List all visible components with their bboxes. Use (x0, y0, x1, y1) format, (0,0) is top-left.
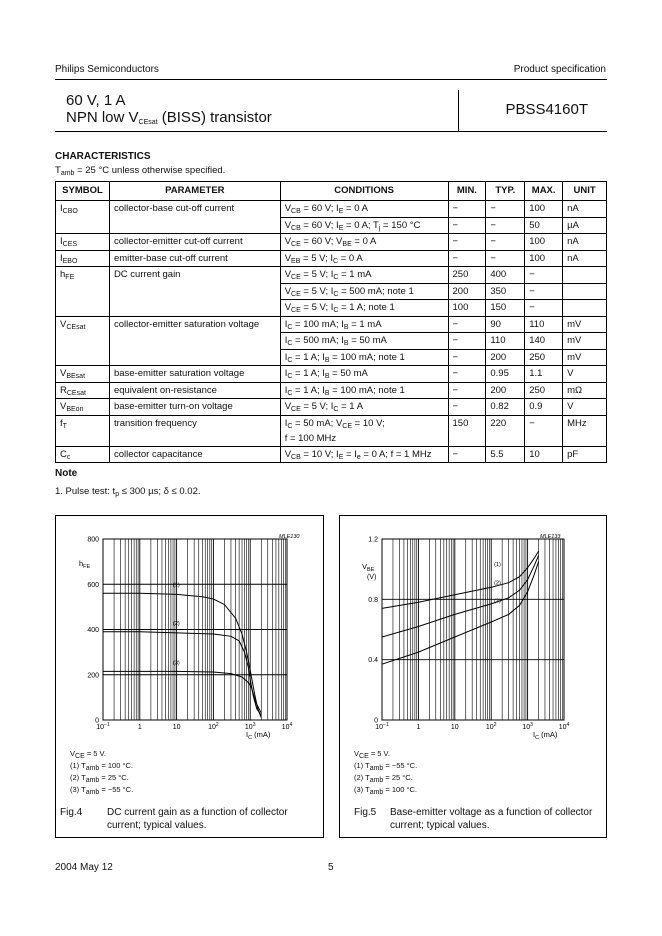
table-header-cell: CONDITIONS (280, 182, 448, 201)
parameter-cell: collector-emitter saturation voltage (109, 316, 280, 333)
typ-cell: − (486, 234, 525, 251)
fig4-y-tick-label: 600 (87, 581, 99, 589)
title-rule (55, 131, 607, 132)
fig4-xlabel: $I_C$ (mA) (246, 730, 271, 741)
min-cell: − (448, 366, 486, 383)
parameter-cell (109, 300, 280, 317)
table-row (56, 399, 607, 416)
table-row (56, 316, 607, 333)
conditions-cell: $V_{CB} = 10$ V; $I_E = I_e = 0$ A; f = 1 MHz (280, 446, 448, 463)
symbol-cell: $I_{CES}$ (56, 234, 110, 251)
unit-cell: µA (563, 217, 607, 234)
table-row (56, 366, 607, 383)
fig5-y-tick-label: 0.4 (368, 657, 378, 665)
fig5-series-label: (3) (494, 598, 501, 605)
min-cell: 100 (448, 300, 486, 317)
conditions-cell: $V_{CE} = 5$ V; $I_C = 1$ A (280, 399, 448, 416)
fig5-xlabel: $I_C$ (mA) (533, 730, 558, 741)
table-row (56, 415, 607, 446)
title-description: NPN low $V_{CEsat}$ (BISS) transistor (66, 109, 272, 126)
table-header-cell: PARAMETER (109, 182, 280, 201)
fig5-x-tick-label: 10 (450, 724, 459, 731)
symbol-cell: $V_{BEsat}$ (56, 366, 110, 383)
fig4-code: MLE130 (279, 534, 300, 540)
fig4-x-tick-label: $10^4$ (281, 722, 293, 731)
conditions-cell: $V_{CE} = 5$ V; $I_C = 1$ A; note 1 (280, 300, 448, 317)
section-conditions: $T_{amb} = 25$ °C unless otherwise specified. (55, 165, 226, 177)
fig4-x-tick-label: 1 (137, 724, 142, 731)
fig4-legend-item: $V_{CE} = 5$ V. (70, 749, 106, 760)
fig5-y-tick-label: 0 (374, 717, 378, 725)
unit-cell (563, 300, 607, 317)
parameter-cell: base-emitter saturation voltage (109, 366, 280, 383)
typ-cell: 150 (486, 300, 525, 317)
max-cell: 100 (525, 234, 563, 251)
parameter-cell: base-emitter turn-on voltage (109, 399, 280, 416)
fig4-ylabel: $h_{FE}$ (79, 559, 91, 570)
unit-cell: mV (563, 316, 607, 333)
title-rating: 60 V, 1 A (66, 92, 126, 109)
fig5-legend-item: (2) $T_{amb} = 25$ °C. (354, 773, 413, 784)
fig4-series-label: (1) (173, 582, 180, 589)
typ-cell: − (486, 250, 525, 267)
conditions-cell: $I_C = 50$ mA; $V_{CE} = 10$ V; f = 100 MHz (280, 415, 448, 446)
table-row (56, 300, 607, 317)
fig4-y-tick-label: 200 (87, 672, 99, 680)
table-row (56, 382, 607, 399)
header-rule (55, 79, 607, 80)
typ-cell: 5.5 (486, 446, 525, 463)
max-cell: 0.9 (525, 399, 563, 416)
conditions-cell: $V_{CB} = 60$ V; $I_E = 0$ A; $T_j = 150$ °C (280, 217, 448, 234)
table-row (56, 234, 607, 251)
table-header-cell: UNIT (563, 182, 607, 201)
max-cell: 1.1 (525, 366, 563, 383)
note-1: 1. Pulse test: $t_p \le 300$ µs; δ ≤ 0.02. (55, 486, 201, 498)
symbol-cell: $V_{CEsat}$ (56, 316, 110, 333)
table-header-cell: MAX. (525, 182, 563, 201)
max-cell: 140 (525, 333, 563, 350)
min-cell: 250 (448, 267, 486, 284)
max-cell: − (525, 267, 563, 284)
parameter-cell: emitter-base cut-off current (109, 250, 280, 267)
unit-cell: nA (563, 201, 607, 218)
min-cell: − (448, 446, 486, 463)
table-row (56, 446, 607, 463)
unit-cell: nA (563, 250, 607, 267)
fig5-legend-item: (1) $T_{amb} = -55$ °C. (354, 761, 418, 772)
typ-cell: 400 (486, 267, 525, 284)
min-cell: 150 (448, 415, 486, 446)
symbol-cell (56, 283, 110, 300)
parameter-cell: collector-base cut-off current (109, 201, 280, 218)
min-cell: − (448, 333, 486, 350)
min-cell: − (448, 250, 486, 267)
fig4-caption-no: Fig.4 (60, 807, 83, 818)
fig5-series-label: (2) (494, 580, 501, 587)
min-cell: − (448, 349, 486, 366)
unit-cell (563, 267, 607, 284)
parameter-cell (109, 217, 280, 234)
typ-cell: 200 (486, 382, 525, 399)
fig5-ylabel-unit: (V) (367, 574, 377, 581)
fig4-chart (56, 516, 323, 756)
fig5-series-label: (1) (494, 562, 501, 569)
symbol-cell (56, 300, 110, 317)
fig5-y-tick-label: 0.8 (368, 596, 378, 604)
table-body (56, 201, 607, 463)
table-header-cell: TYP. (486, 182, 525, 201)
conditions-cell: $V_{EB} = 5$ V; $I_C = 0$ A (280, 250, 448, 267)
min-cell: − (448, 382, 486, 399)
fig5-legend (354, 748, 417, 796)
typ-cell: 0.95 (486, 366, 525, 383)
typ-cell: − (486, 217, 525, 234)
max-cell: 100 (525, 250, 563, 267)
fig4-x-tick-label: $10^3$ (244, 722, 256, 731)
table-header-cell: MIN. (448, 182, 486, 201)
table-row (56, 333, 607, 350)
min-cell: − (448, 217, 486, 234)
table-row (56, 201, 607, 218)
fig5-chart (340, 516, 606, 756)
fig4-legend-item: (1) $T_{amb} = 100$ °C. (70, 761, 133, 772)
fig5-x-tick-label: 1 (416, 724, 421, 731)
unit-cell (563, 283, 607, 300)
parameter-cell: DC current gain (109, 267, 280, 284)
conditions-cell: $I_C = 100$ mA; $I_B = 1$ mA (280, 316, 448, 333)
typ-cell: − (486, 201, 525, 218)
title-separator (458, 90, 459, 131)
parameter-cell: equivalent on-resistance (109, 382, 280, 399)
characteristics-table (55, 181, 607, 463)
max-cell: 250 (525, 382, 563, 399)
part-number: PBSS4160T (505, 101, 588, 118)
conditions-cell: $V_{CE} = 5$ V; $I_C = 1$ mA (280, 267, 448, 284)
figure-4 (55, 515, 324, 838)
max-cell: − (525, 415, 563, 446)
max-cell: 100 (525, 201, 563, 218)
fig4-x-tick-label: $10^2$ (208, 722, 219, 731)
typ-cell: 200 (486, 349, 525, 366)
section-heading: CHARACTERISTICS (55, 151, 151, 162)
symbol-cell: $R_{CEsat}$ (56, 382, 110, 399)
max-cell: 250 (525, 349, 563, 366)
fig5-series-line (382, 556, 539, 637)
footer-date: 2004 May 12 (55, 862, 113, 873)
fig5-y-tick-label: 1.2 (368, 536, 378, 544)
symbol-cell: $V_{BEon}$ (56, 399, 110, 416)
symbol-cell (56, 349, 110, 366)
fig4-x-tick-label: 10 (172, 724, 181, 731)
symbol-cell: $h_{FE}$ (56, 267, 110, 284)
max-cell: 10 (525, 446, 563, 463)
fig4-y-tick-label: 400 (87, 627, 99, 634)
conditions-cell: $I_C = 1$ A; $I_B = 100$ mA; note 1 (280, 349, 448, 366)
conditions-cell: $V_{CE} = 5$ V; $I_C = 500$ mA; note 1 (280, 283, 448, 300)
table-row (56, 217, 607, 234)
fig4-caption-text: DC current gain as a function of collector current; typical values. (107, 807, 288, 831)
fig5-code: MLE133 (540, 534, 561, 540)
table-header-cell: SYMBOL (56, 182, 110, 201)
symbol-cell: $I_{CBO}$ (56, 201, 110, 218)
unit-cell: pF (563, 446, 607, 463)
unit-cell: MHz (563, 415, 607, 446)
unit-cell: V (563, 366, 607, 383)
unit-cell: mV (563, 349, 607, 366)
typ-cell: 220 (486, 415, 525, 446)
conditions-cell: $V_{CE} = 60$ V; $V_{BE} = 0$ A (280, 234, 448, 251)
fig4-series-label: (3) (173, 660, 180, 667)
typ-cell: 90 (486, 316, 525, 333)
parameter-cell: collector capacitance (109, 446, 280, 463)
fig5-legend-item: (3) $T_{amb} = 100$ °C. (354, 785, 417, 796)
typ-cell: 0.82 (486, 399, 525, 416)
table-header-row (56, 182, 607, 201)
min-cell: − (448, 316, 486, 333)
fig5-x-tick-label: $10^3$ (522, 722, 533, 731)
fig5-ylabel: $V_{BE}$ (362, 562, 375, 573)
parameter-cell: transition frequency (109, 415, 280, 446)
min-cell: − (448, 399, 486, 416)
symbol-cell (56, 217, 110, 234)
symbol-cell: $f_T$ (56, 415, 110, 446)
table-row (56, 267, 607, 284)
table-row (56, 283, 607, 300)
unit-cell: V (563, 399, 607, 416)
header-company: Philips Semiconductors (55, 64, 159, 75)
min-cell: − (448, 201, 486, 218)
unit-cell: mV (563, 333, 607, 350)
conditions-cell: $I_C = 1$ A; $I_B = 100$ mA; note 1 (280, 382, 448, 399)
max-cell: 50 (525, 217, 563, 234)
fig4-y-tick-label: 0 (95, 717, 99, 725)
min-cell: 200 (448, 283, 486, 300)
fig4-series-label: (2) (173, 620, 180, 627)
table-row (56, 250, 607, 267)
fig5-caption-text: Base-emitter voltage as a function of collector current; typical values. (390, 807, 593, 831)
unit-cell: mΩ (563, 382, 607, 399)
symbol-cell (56, 333, 110, 350)
table-row (56, 349, 607, 366)
parameter-cell (109, 349, 280, 366)
conditions-cell: $I_C = 1$ A; $I_B = 50$ mA (280, 366, 448, 383)
typ-cell: 110 (486, 333, 525, 350)
fig4-y-tick-label: 800 (87, 536, 99, 544)
header-doc-type: Product specification (513, 64, 606, 75)
typ-cell: 350 (486, 283, 525, 300)
fig5-series-line (382, 551, 539, 608)
fig4-legend (70, 748, 133, 796)
parameter-cell: collector-emitter cut-off current (109, 234, 280, 251)
parameter-cell (109, 283, 280, 300)
max-cell: 110 (525, 316, 563, 333)
fig5-legend-item: $V_{CE} = 5$ V. (354, 749, 390, 760)
figure-5 (339, 515, 607, 838)
fig4-series-line (103, 671, 261, 713)
fig4-legend-item: (2) $T_{amb} = 25$ °C. (70, 773, 129, 784)
note-heading: Note (55, 468, 78, 479)
fig5-x-tick-label: $10^4$ (558, 722, 570, 731)
fig4-legend-item: (3) $T_{amb} = -55$ °C. (70, 785, 134, 796)
fig5-x-tick-label: $10^2$ (485, 722, 497, 731)
parameter-cell (109, 333, 280, 350)
fig4-series-line (103, 593, 261, 717)
max-cell: − (525, 300, 563, 317)
fig5-x-tick-label: $10^{-1}$ (375, 722, 389, 731)
max-cell: − (525, 283, 563, 300)
min-cell: − (448, 234, 486, 251)
conditions-cell: $V_{CB} = 60$ V; $I_E = 0$ A (280, 201, 448, 218)
fig5-caption-no: Fig.5 (354, 807, 377, 818)
footer-page-number: 5 (328, 862, 334, 873)
symbol-cell: $C_c$ (56, 446, 110, 463)
fig4-series-line (103, 632, 261, 716)
unit-cell: nA (563, 234, 607, 251)
symbol-cell: $I_{EBO}$ (56, 250, 110, 267)
fig4-x-tick-label: $10^{-1}$ (96, 722, 110, 731)
conditions-cell: $I_C = 500$ mA; $I_B = 50$ mA (280, 333, 448, 350)
